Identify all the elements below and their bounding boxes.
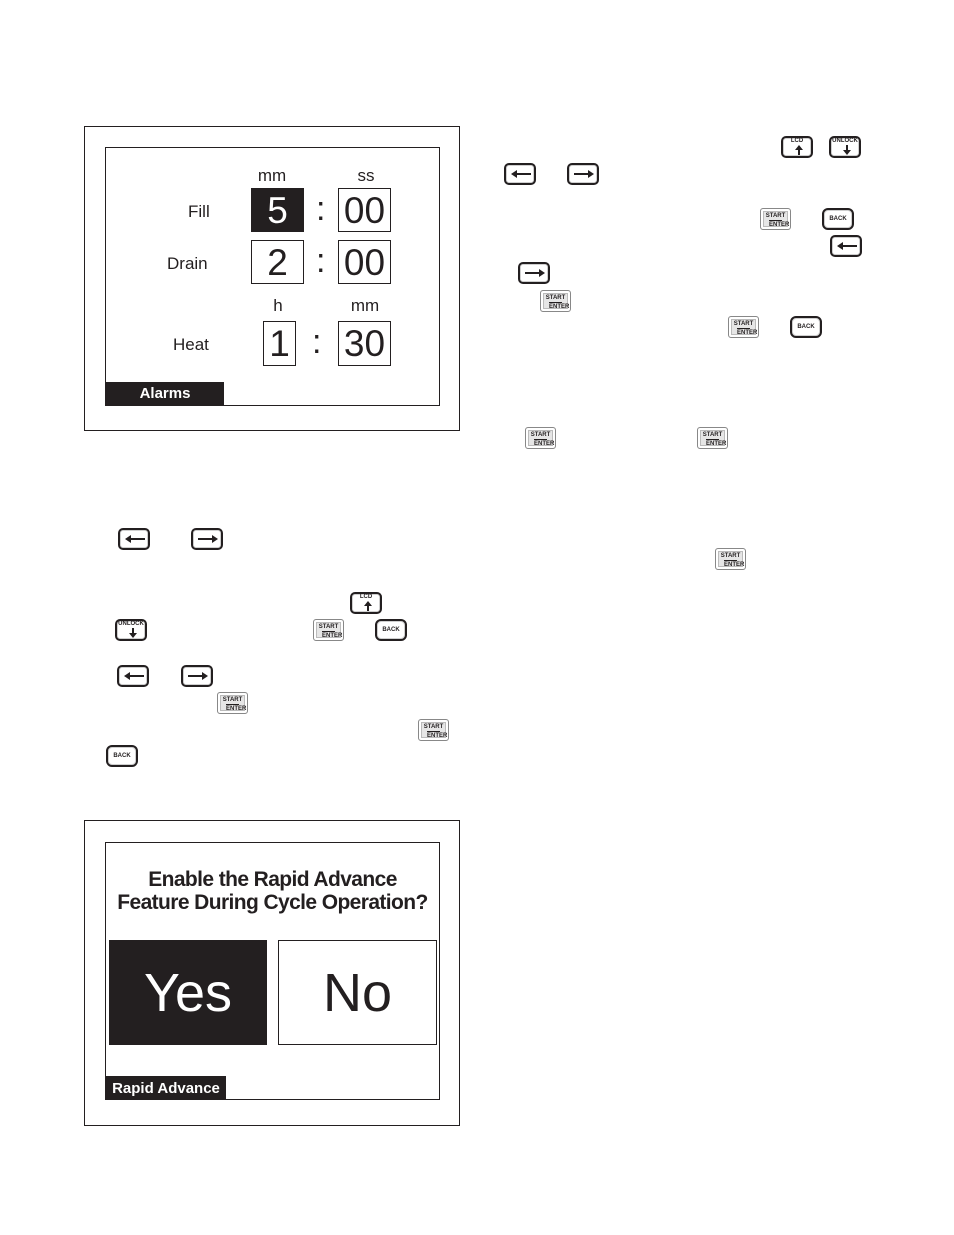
right-arrow-key-icon <box>518 262 550 284</box>
left-arrow-key-icon <box>830 235 862 257</box>
alarms-screen <box>105 147 440 406</box>
heat-label: Heat <box>173 335 209 354</box>
start-enter-key-icon: START ENTER <box>525 427 556 449</box>
unlock-down-key-icon: UNLOCK <box>115 619 147 641</box>
fill-label: Fill <box>188 202 210 221</box>
heat-hours-field[interactable]: 1 <box>263 321 296 366</box>
rapid-advance-figure <box>84 820 460 1126</box>
left-arrow-key-icon <box>118 528 150 550</box>
fill-minutes-field[interactable]: 5 <box>251 188 304 232</box>
no-button[interactable]: No <box>278 940 437 1045</box>
question-line-2: Feature During Cycle Operation? <box>117 891 428 914</box>
fill-seconds-field[interactable]: 00 <box>338 188 391 232</box>
start-enter-key-icon: START ENTER <box>728 316 759 338</box>
heat-hours-header: h <box>273 296 283 315</box>
right-arrow-key-icon <box>191 528 223 550</box>
rapid-advance-tab[interactable]: Rapid Advance <box>106 1076 226 1100</box>
start-enter-key-icon: START ENTER <box>715 548 746 570</box>
heat-minutes-header: mm <box>350 296 380 315</box>
heat-minutes-field[interactable]: 30 <box>338 321 391 366</box>
lcd-up-key-icon: LCD <box>781 136 813 158</box>
back-key-icon: BACK <box>375 619 407 641</box>
fill-seconds-header: ss <box>357 166 375 185</box>
fill-minutes-header: mm <box>257 166 287 185</box>
drain-minutes-field[interactable]: 2 <box>251 240 304 284</box>
left-arrow-key-icon <box>117 665 149 687</box>
back-key-icon: BACK <box>822 208 854 230</box>
start-enter-key-icon: START ENTER <box>418 719 449 741</box>
yes-button[interactable]: Yes <box>109 940 267 1045</box>
right-arrow-key-icon <box>181 665 213 687</box>
left-arrow-key-icon <box>504 163 536 185</box>
back-key-icon: BACK <box>106 745 138 767</box>
lcd-up-key-icon: LCD <box>350 592 382 614</box>
right-arrow-key-icon <box>567 163 599 185</box>
drain-label: Drain <box>167 254 208 273</box>
start-enter-key-icon: START ENTER <box>540 290 571 312</box>
alarms-tab[interactable]: Alarms <box>106 382 224 405</box>
fill-separator: : <box>316 190 326 228</box>
start-enter-key-icon: START ENTER <box>760 208 791 230</box>
question-line-1: Enable the Rapid Advance <box>148 868 397 891</box>
alarms-figure <box>84 126 460 431</box>
drain-seconds-field[interactable]: 00 <box>338 240 391 284</box>
back-key-icon: BACK <box>790 316 822 338</box>
start-enter-key-icon: START ENTER <box>313 619 344 641</box>
start-enter-key-icon: START ENTER <box>217 692 248 714</box>
drain-separator: : <box>316 242 326 280</box>
heat-separator: : <box>312 323 322 361</box>
start-enter-key-icon: START ENTER <box>697 427 728 449</box>
rapid-advance-screen <box>105 842 440 1100</box>
unlock-down-key-icon: UNLOCK <box>829 136 861 158</box>
